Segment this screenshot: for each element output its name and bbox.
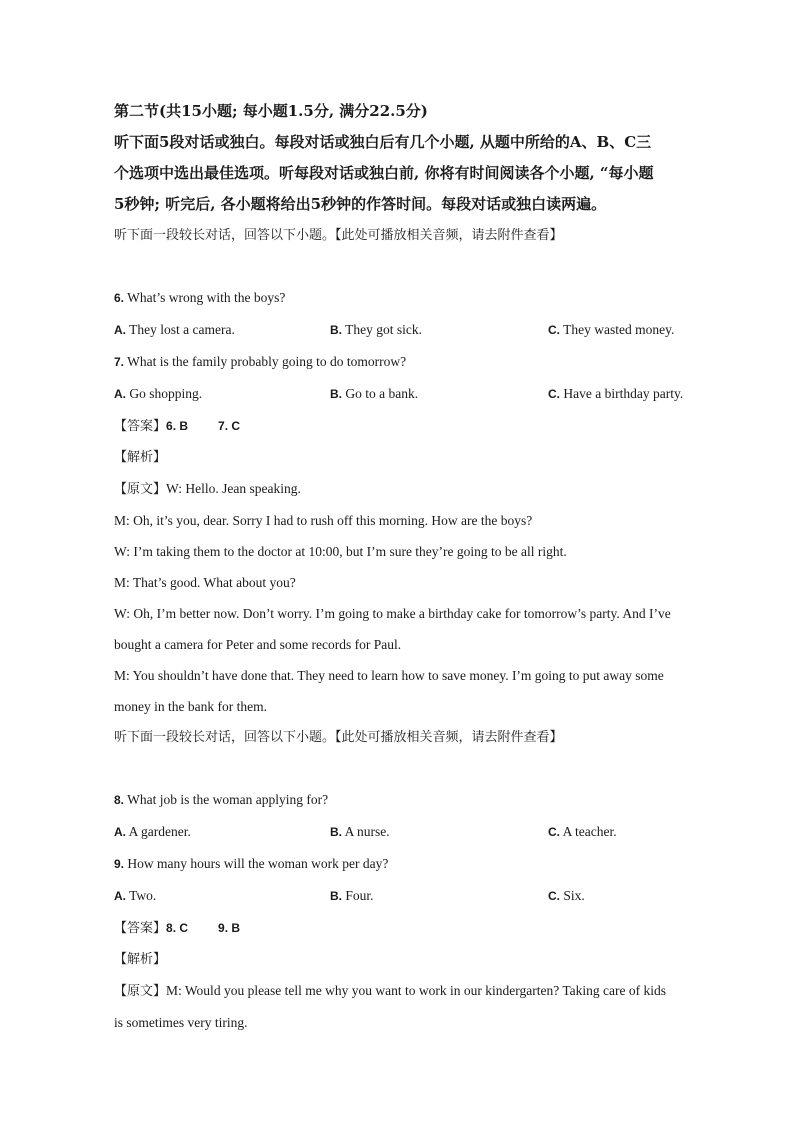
transcript-line: M: That’s good. What about you?	[114, 575, 296, 590]
document-page	[114, 96, 704, 1038]
question-9	[114, 848, 704, 880]
section-header: 第二节(共15小题; 每小题1.5分, 满分22.5分)	[114, 102, 428, 120]
question-number: 9.	[114, 857, 125, 871]
transcript-line: money in the bank for them.	[114, 699, 267, 714]
transcript-line: M: Oh, it’s you, dear. Sorry I had to rush off this morning. How are the boys?	[114, 513, 533, 528]
option-b: B. They got sick.	[330, 322, 422, 337]
option-b: B. Go to a bank.	[330, 386, 419, 401]
question-6-options	[114, 314, 704, 346]
option-a: A. Go shopping.	[114, 386, 203, 401]
answer-label: 【答案】	[114, 419, 167, 434]
option-c: C. They wasted money.	[548, 322, 675, 337]
option-a: A. Two.	[114, 888, 157, 903]
option-b: B. A nurse.	[330, 824, 390, 839]
transcript-line: is sometimes very tiring.	[114, 1015, 248, 1030]
instruction-line-1: 听下面5段对话或独白。每段对话或独白后有几个小题, 从题中所给的A、B、C三	[114, 133, 652, 151]
question-text: What’s wrong with the boys?	[124, 290, 286, 305]
question-6	[114, 282, 704, 314]
transcript-label: 【原文】	[114, 984, 167, 999]
answer-8: 8. C	[166, 921, 189, 935]
question-7-options	[114, 378, 704, 410]
transcript-line	[114, 473, 704, 505]
option-b: B. Four.	[330, 888, 374, 903]
answer-9: 9. B	[218, 921, 241, 935]
spacer	[114, 753, 704, 784]
answer-line	[114, 912, 704, 944]
answer-7: 7. C	[218, 419, 241, 433]
option-a: A. A gardener.	[114, 824, 191, 839]
instruction-line-2: 个选项中选出最佳选项。听每段对话或独白前, 你将有时间阅读各个小题, “每小题	[114, 164, 654, 182]
question-8	[114, 784, 704, 816]
transcript-line	[114, 975, 704, 1007]
audio-notice: 听下面一段较长对话，回答以下小题。【此处可播放相关音频，请去附件查看】	[114, 228, 563, 243]
question-7	[114, 346, 704, 378]
analysis-label: 【解析】	[114, 952, 167, 967]
question-text: How many hours will the woman work per day?	[124, 856, 389, 871]
transcript-line: W: Oh, I’m better now. Don’t worry. I’m going to make a birthday cake for tomorrow’s party. And I’ve	[114, 606, 671, 621]
transcript-line: bought a camera for Peter and some records for Paul.	[114, 637, 402, 652]
answer-6: 6. B	[166, 419, 189, 433]
option-c: C. A teacher.	[548, 824, 617, 839]
question-9-options	[114, 880, 704, 912]
question-8-options	[114, 816, 704, 848]
option-a: A. They lost a camera.	[114, 322, 235, 337]
audio-notice: 听下面一段较长对话，回答以下小题。【此处可播放相关音频，请去附件查看】	[114, 730, 563, 745]
answer-label: 【答案】	[114, 921, 167, 936]
transcript-label: 【原文】	[114, 482, 167, 497]
question-text: What job is the woman applying for?	[124, 792, 329, 807]
question-number: 7.	[114, 355, 125, 369]
analysis-label: 【解析】	[114, 450, 167, 465]
option-c: C. Have a birthday party.	[548, 386, 684, 401]
question-number: 8.	[114, 793, 125, 807]
answer-line	[114, 410, 704, 442]
option-c: C. Six.	[548, 888, 585, 903]
transcript-text: M: Would you please tell me why you want to work in our kindergarten? Taking care of kids	[166, 983, 667, 998]
transcript-line: M: You shouldn’t have done that. They need to learn how to save money. I’m going to put away some	[114, 668, 664, 683]
question-text: What is the family probably going to do tomorrow?	[124, 354, 407, 369]
spacer	[114, 251, 704, 282]
transcript-text: W: Hello. Jean speaking.	[166, 481, 301, 496]
instruction-line-3: 5秒钟; 听完后, 各小题将给出5秒钟的作答时间。每段对话或独白读两遍。	[114, 195, 607, 213]
question-number: 6.	[114, 291, 125, 305]
transcript-line: W: I’m taking them to the doctor at 10:00, but I’m sure they’re going to be all right.	[114, 544, 567, 559]
